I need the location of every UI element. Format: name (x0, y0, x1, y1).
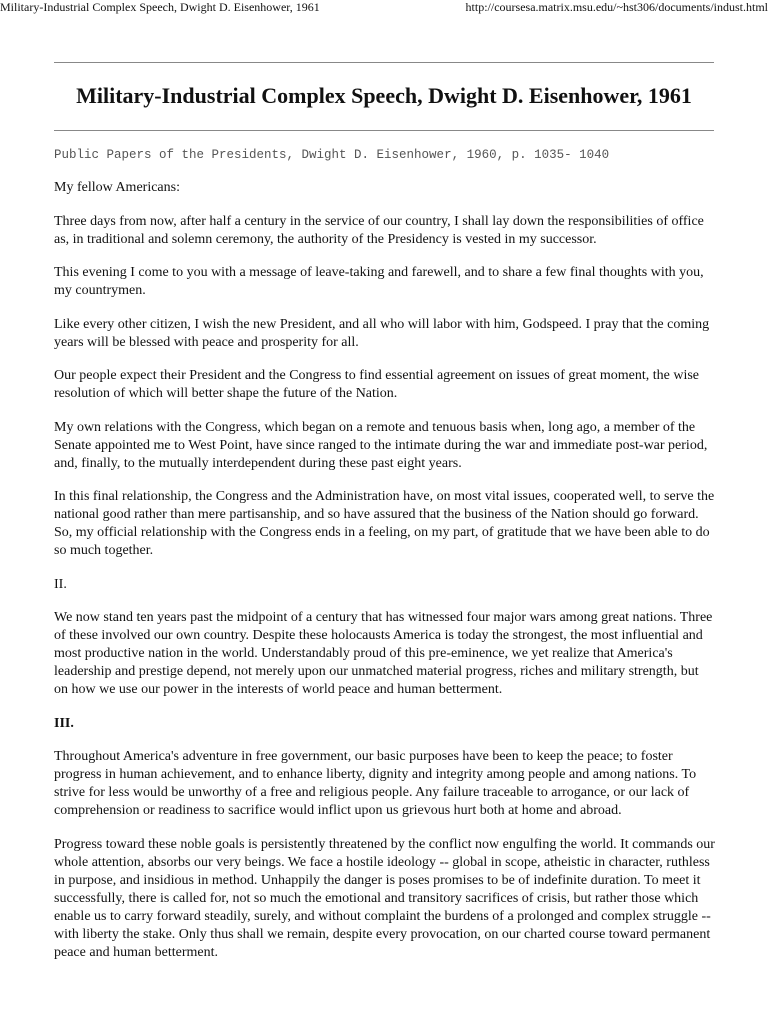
speech-paragraph: II. (54, 576, 67, 592)
page-title: Military-Industrial Complex Speech, Dwight D. Eisenhower, 1961 (76, 83, 692, 108)
print-header-url: http://coursesa.matrix.msu.edu/~hst306/documents/indust.html (465, 0, 768, 14)
speech-paragraph: Our people expect their President and the Congress to find essential agreement on issues of great moment, the wise resolution of which will better shape the future of the Nation. (54, 368, 699, 401)
print-header (0, 0, 768, 16)
top-divider (54, 62, 714, 63)
speech-paragraph: My own relations with the Congress, which began on a remote and tenuous basis when, long ago, a member of the Senate appointed me to West Point, have since ranged to the intimate during the war and immediate post-war period, and, finally, to the mutually interdependent during these past eight years. (54, 419, 708, 471)
source-citation: Public Papers of the Presidents, Dwight D. Eisenhower, 1960, p. 1035- 1040 (54, 148, 610, 162)
speech-paragraph: This evening I come to you with a message of leave-taking and farewell, and to share a few final thoughts with you, my countrymen. (54, 265, 704, 298)
speech-paragraph: Three days from now, after half a century in the service of our country, I shall lay down the responsibilities of office as, in traditional and solemn ceremony, the authority of the Presidency is vested in my successor. (54, 213, 704, 247)
speech-body (54, 179, 716, 977)
speech-paragraph: Throughout America's adventure in free government, our basic purposes have been to keep the peace; to foster progress in human achievement, and to enhance liberty, dignity and integrity among people and among nations. To strive for less would be unworthy of a free and religious people. Any failure traceable to arrogance, or our lack of comprehension or readiness to sacrifice would inflict upon us grievous hurt both at home and abroad. (54, 749, 697, 818)
speech-paragraph: III. (54, 715, 74, 731)
speech-paragraph: My fellow Americans: (54, 180, 180, 195)
bottom-divider (54, 130, 714, 131)
speech-paragraph: In this final relationship, the Congress and the Administration have, on most vital issues, cooperated well, to serve the national good rather than mere partisanship, and so have assured that the business of the Nation should go forward. So, my official relationship with the Congress ends in a feeling, on my part, of gratitude that we have been able to do so much together. (54, 489, 715, 558)
speech-paragraph: Progress toward these noble goals is persistently threatened by the conflict now engulfing the world. It commands our whole attention, absorbs our very beings. We face a hostile ideology -- global in scope, atheistic in character, ruthless in purpose, and insidious in method. Unhappily the danger is poses promises to be of indefinite duration. To meet it successfully, there is called for, not so much the emotional and transitory sacrifices of crisis, but rather those which enable us to carry forward steadily, surely, and without complaint the burdens of a prolonged and complex struggle -- with liberty the stake. Only thus shall we remain, despite every provocation, on our charted course toward permanent peace and human betterment. (54, 836, 715, 960)
print-header-title: Military-Industrial Complex Speech, Dwight D. Eisenhower, 1961 (0, 0, 320, 14)
speech-paragraph: Like every other citizen, I wish the new President, and all who will labor with him, Godspeed. I pray that the coming years will be blessed with peace and prosperity for all. (54, 316, 710, 350)
speech-paragraph: We now stand ten years past the midpoint of a century that has witnessed four major wars among great nations. Three of these involved our own country. Despite these holocausts America is today the strongest, the most influential and most productive nation in the world. Understandably proud of this pre-eminence, we yet realize that America's leadership and prestige depend, not merely upon our unmatched material progress, riches and military strength, but on how we use our power in the interests of world peace and human betterment. (54, 610, 713, 697)
